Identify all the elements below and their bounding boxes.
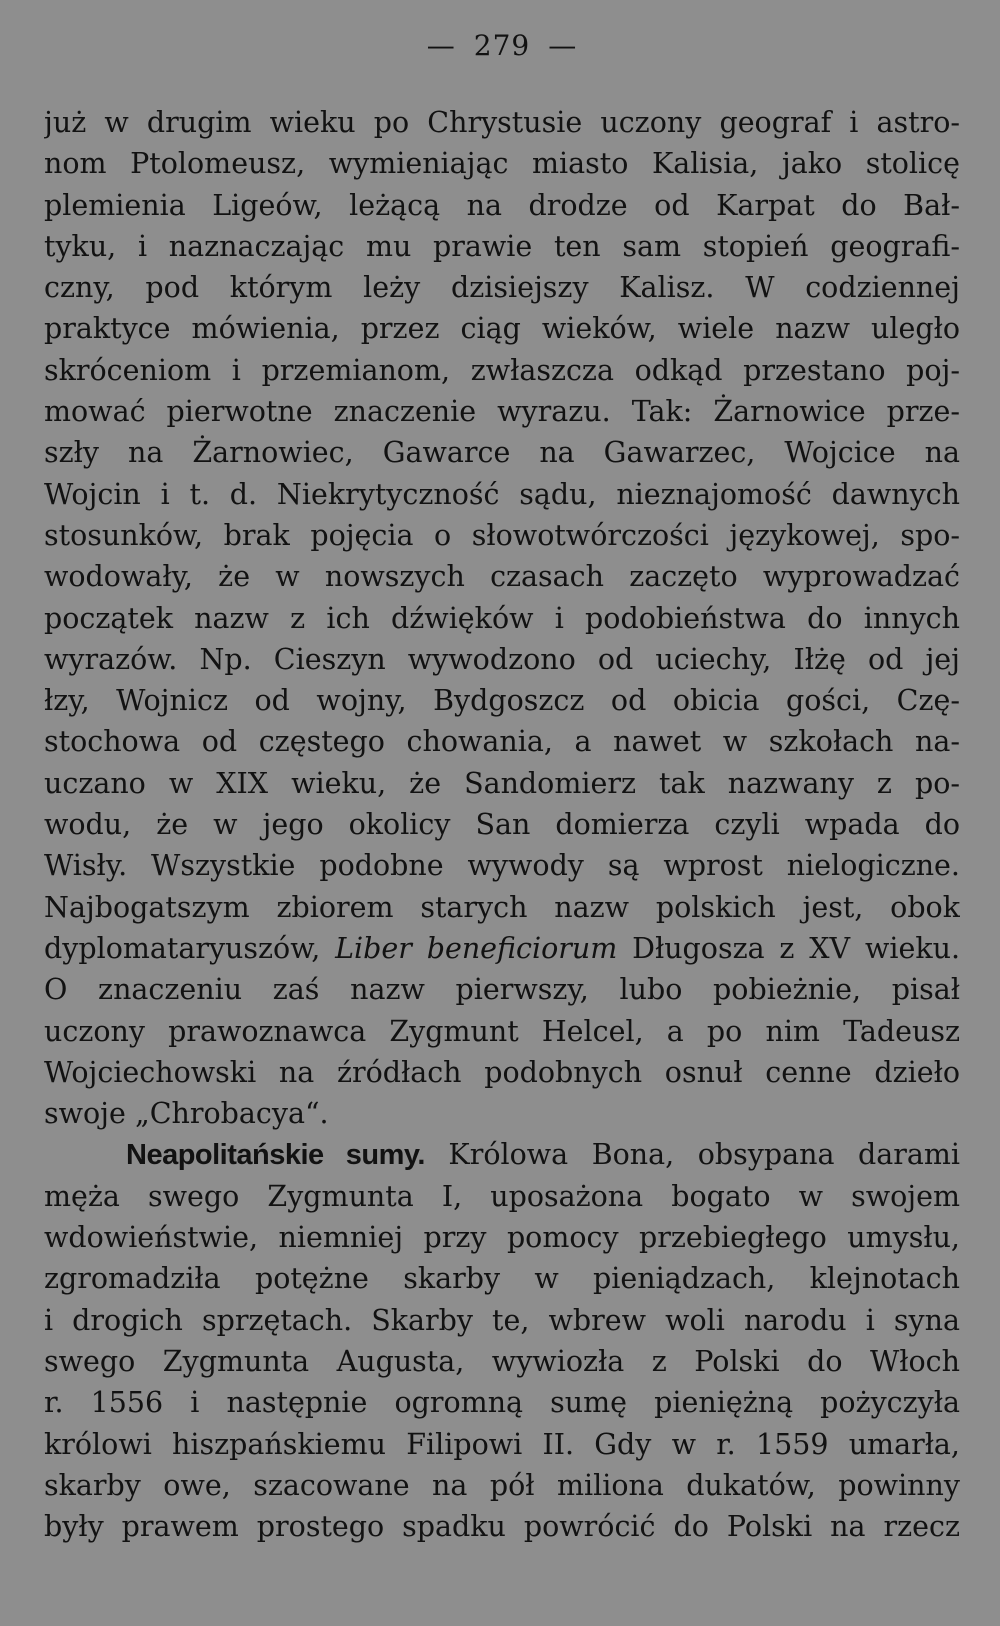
- text-line: swego Zygmunta Augusta, wywiozła z Polski do Włoch: [44, 1344, 960, 1378]
- book-title-italic: Liber beneficiorum: [335, 931, 618, 965]
- text-body: [44, 102, 960, 1547]
- text-line: tyku, i naznaczając mu prawie ten sam stopień geografi-: [44, 229, 960, 263]
- text-line: królowi hiszpańskiemu Filipowi II. Gdy w r. 1559 umarła,: [44, 1427, 960, 1461]
- text-line: męża swego Zygmunta I, uposażona bogato w swojem: [44, 1179, 960, 1213]
- text-line: szły na Żarnowiec, Gawarce na Gawarzec, Wojcice na: [44, 436, 960, 470]
- text-line: i drogich sprzętach. Skarby te, wbrew woli narodu i syna: [44, 1303, 960, 1337]
- header-dash-right: —: [548, 29, 578, 62]
- text-line: czny, pod którym leży dzisiejszy Kalisz. W codziennej: [44, 271, 960, 305]
- page-header: [44, 28, 960, 64]
- text-line: łzy, Wojnicz od wojny, Bydgoszcz od obicia gości, Czę-: [44, 684, 960, 718]
- text-line: [44, 1134, 960, 1175]
- text-line: początek nazw z ich dźwięków i podobieństwa do innych: [44, 601, 960, 635]
- text-line: O znaczeniu zaś nazw pierwszy, lubo pobieżnie, pisał: [44, 973, 960, 1007]
- text-line: mować pierwotne znaczenie wyrazu. Tak: Żarnowice prze-: [44, 395, 960, 429]
- text-line: stochowa od częstego chowania, a nawet w szkołach na-: [44, 725, 960, 759]
- text-line: Wojcin i t. d. Niekrytyczność sądu, nieznajomość dawnych: [44, 477, 960, 511]
- text-line: plemienia Ligeów, leżącą na drodze od Karpat do Bał-: [44, 188, 960, 222]
- text-line: wodowały, że w nowszych czasach zaczęto wyprowadzać: [44, 560, 960, 594]
- text-line: uczano w XIX wieku, że Sandomierz tak nazwany z po-: [44, 766, 960, 800]
- text-line: r. 1556 i następnie ogromną sumę pieniężną pożyczyła: [44, 1386, 960, 1420]
- text-line: Najbogatszym zbiorem starych nazw polskich jest, obok: [44, 890, 960, 924]
- text-line: były prawem prostego spadku powrócić do Polski na rzecz: [44, 1510, 960, 1544]
- header-dash-left: —: [426, 29, 456, 62]
- page-number: 279: [473, 29, 531, 62]
- text-line: uczony prawoznawca Zygmunt Helcel, a po nim Tadeusz: [44, 1014, 960, 1048]
- text-line: zgromadziła potężne skarby w pieniądzach, klejnotach: [44, 1262, 960, 1296]
- text-segment: Długosza z XV wieku.: [617, 931, 960, 965]
- text-line: wdowieństwie, niemniej przy pomocy przebiegłego umysłu,: [44, 1221, 960, 1255]
- text-line: już w drugim wieku po Chrystusie uczony geograf i astro-: [44, 106, 960, 139]
- text-line: Wisły. Wszystkie podobne wywody są wprost nielogiczne.: [44, 849, 960, 883]
- text-line: wodu, że w jego okolicy San domierza czyli wpada do: [44, 808, 960, 842]
- text-line: stosunków, brak pojęcia o słowotwórczości językowej, spo-: [44, 518, 960, 552]
- text-line: wyrazów. Np. Cieszyn wywodzono od uciechy, Iłżę od jej: [44, 642, 960, 676]
- text-segment: dyplomataryuszów,: [44, 931, 336, 965]
- text-line: Wojciechowski na źródłach podobnych osnuł cenne dzieło: [44, 1055, 960, 1089]
- text-line: [44, 928, 960, 969]
- text-segment: Królowa Bona, obsypana darami: [424, 1138, 960, 1172]
- text-line: skróceniom i przemianom, zwłaszcza odkąd przestano poj-: [44, 353, 960, 387]
- text-line: swoje „Chrobacya“.: [44, 1097, 329, 1131]
- text-line: nom Ptolomeusz, wymieniając miasto Kalisia, jako stolicę: [44, 147, 960, 181]
- text-line: praktyce mówienia, przez ciąg wieków, wiele nazw uległo: [44, 312, 960, 346]
- text-line: skarby owe, szacowane na pół miliona dukatów, powinny: [44, 1468, 960, 1502]
- section-heading: Neapolitańskie sumy.: [126, 1139, 425, 1172]
